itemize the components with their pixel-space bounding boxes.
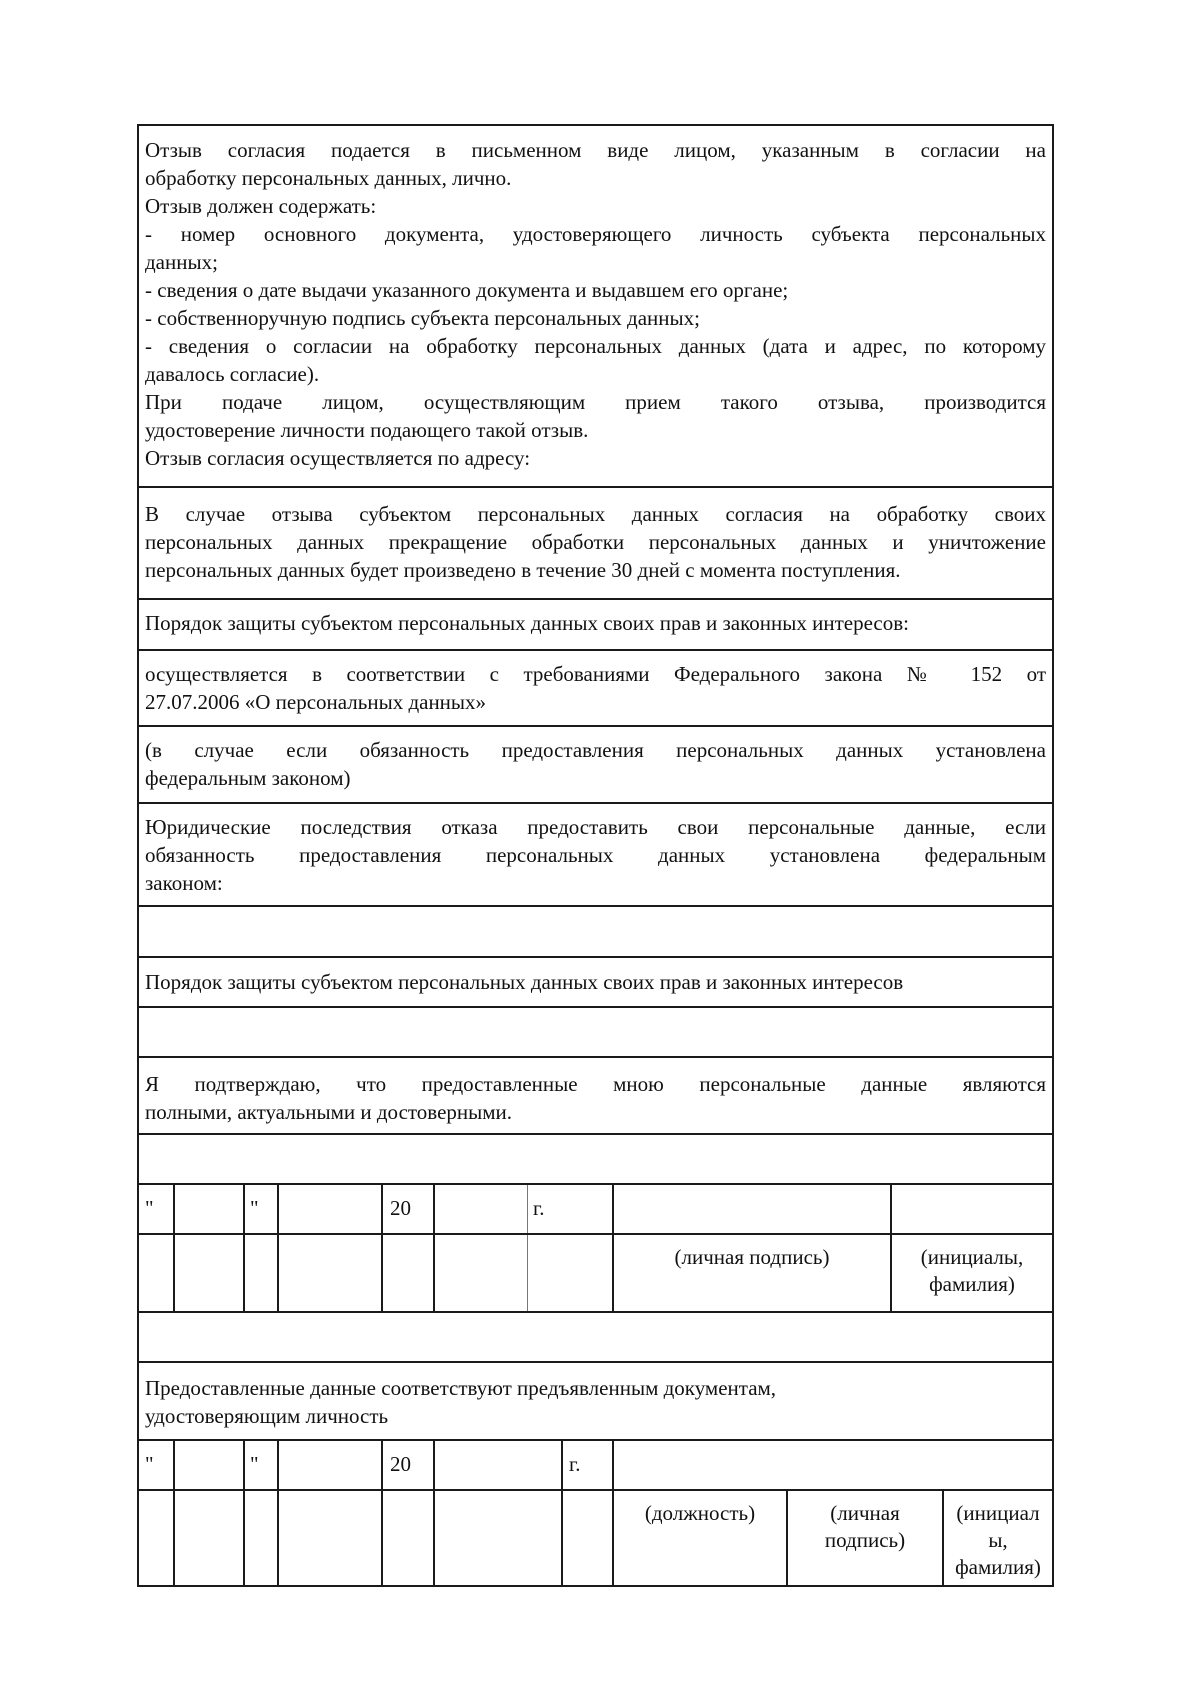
date-row <box>139 1183 1052 1233</box>
consent-withdrawal-form <box>137 124 1054 1587</box>
year-suffix-cell <box>527 1185 612 1233</box>
position-caption-cell <box>612 1491 786 1585</box>
text-line: Отзыв согласия подается в письменном виде лицом, указанным в согласии на <box>145 138 1046 162</box>
year-prefix: 20 <box>390 1196 411 1220</box>
personal-signature-caption: (личная подпись) <box>674 1245 830 1269</box>
quote-close: " <box>250 1452 259 1476</box>
blank-cell <box>173 1235 243 1311</box>
text-line: персональных данных будет произведено в течение 30 дней с момента поступления. <box>145 558 901 582</box>
year-prefix-cell <box>381 1185 433 1233</box>
blank-cell <box>139 1235 173 1311</box>
year-prefix-cell <box>381 1441 433 1489</box>
signature-field[interactable] <box>612 1185 890 1233</box>
termination-section <box>139 486 1052 598</box>
initials-caption-line: фамилия) <box>929 1272 1015 1296</box>
quote-close-cell <box>243 1185 277 1233</box>
signature-caption-line: (личная <box>830 1501 900 1525</box>
blank-cell <box>433 1235 527 1311</box>
text-line: (в случае если обязанность предоставления персональных данных установлена <box>145 738 1046 762</box>
quote-close-cell <box>243 1441 277 1489</box>
text-line: Юридические последствия отказа предоставить свои персональные данные, если <box>145 815 1046 839</box>
month-field[interactable] <box>277 1185 381 1233</box>
year-suffix-cell <box>561 1441 612 1489</box>
quote-open: " <box>145 1452 154 1476</box>
initials-field[interactable] <box>890 1185 1052 1233</box>
withdrawal-text <box>145 136 1046 472</box>
verified-section <box>139 1361 1052 1439</box>
consequences-section <box>139 802 1052 905</box>
text-line: персональных данных прекращение обработки персональных данных и уничтожение <box>145 530 1046 554</box>
verified-text <box>145 1374 1046 1430</box>
text-line: данных; <box>145 250 218 274</box>
blank-cell <box>139 1491 173 1585</box>
empty-row <box>139 1311 1052 1361</box>
consequences-text <box>145 813 1046 897</box>
blank-cell <box>277 1491 381 1585</box>
text-line: удостоверение личности подающего такой отзыв. <box>145 418 589 442</box>
blank-cell <box>243 1235 277 1311</box>
year-prefix: 20 <box>390 1452 411 1476</box>
protection-title-section <box>139 598 1052 649</box>
empty-row <box>139 905 1052 956</box>
initials-caption-line: (инициал <box>956 1501 1040 1525</box>
text-line: осуществляется в соответствии с требованиями Федерального закона № 152 от <box>145 662 1046 686</box>
text-line: федеральным законом) <box>145 766 351 790</box>
initials-caption-cell <box>890 1235 1052 1311</box>
confirm-section <box>139 1056 1052 1133</box>
blank-cell <box>527 1235 612 1311</box>
federal-case-section <box>139 725 1052 802</box>
initials-caption-cell <box>942 1491 1052 1585</box>
text-line: - номер основного документа, удостоверяющего личность субъекта персональных <box>145 222 1046 246</box>
text-line: обработку персональных данных, лично. <box>145 166 512 190</box>
blank-cell <box>561 1491 612 1585</box>
quote-open-cell <box>139 1185 173 1233</box>
text-line: 27.07.2006 «О персональных данных» <box>145 690 487 714</box>
text-line: полными, актуальными и достоверными. <box>145 1100 513 1124</box>
text-line: Отзыв должен содержать: <box>145 194 377 218</box>
text-line: - сведения о дате выдачи указанного документа и выдавшем его органе; <box>145 278 789 302</box>
text-line: Отзыв согласия осуществляется по адресу: <box>145 446 531 470</box>
protection-title2-section <box>139 956 1052 1006</box>
text-line: В случае отзыва субъектом персональных данных согласия на обработку своих <box>145 502 1046 526</box>
year-suffix: г. <box>533 1196 545 1220</box>
blank-cell <box>381 1235 433 1311</box>
law-section <box>139 649 1052 725</box>
initials-caption-line: ы, <box>988 1528 1008 1552</box>
blank-cell <box>277 1235 381 1311</box>
text-line: - собственноручную подпись субъекта персональных данных; <box>145 306 700 330</box>
quote-close: " <box>250 1196 259 1220</box>
text-line: давалось согласие). <box>145 362 320 386</box>
confirm-text <box>145 1070 1046 1126</box>
signature-caption-line: подпись) <box>824 1528 906 1552</box>
text-line: При подаче лицом, осуществляющим прием такого отзыва, производится <box>145 390 1046 414</box>
blank-cell <box>381 1491 433 1585</box>
position-caption: (должность) <box>644 1501 756 1525</box>
empty-row <box>139 1006 1052 1056</box>
year-field[interactable] <box>433 1441 561 1489</box>
federal-case-text <box>145 736 1046 792</box>
quote-open-cell <box>139 1441 173 1489</box>
day-field[interactable] <box>173 1185 243 1233</box>
text-line: законом: <box>145 871 223 895</box>
initials-caption-line: (инициалы, <box>920 1245 1024 1269</box>
month-field[interactable] <box>277 1441 381 1489</box>
signature-caption-cell <box>786 1491 942 1585</box>
law-text <box>145 660 1046 716</box>
blank-cell <box>433 1491 561 1585</box>
text-line: Я подтверждаю, что предоставленные мною персональные данные являются <box>145 1072 1046 1096</box>
initials-caption-line: фамилия) <box>955 1555 1041 1579</box>
text-line: удостоверяющим личность <box>145 1404 389 1428</box>
withdrawal-section <box>139 126 1052 486</box>
empty-row <box>139 1133 1052 1183</box>
protection-title: Порядок защиты субъектом персональных данных своих прав и законных интересов: <box>145 611 909 635</box>
quote-open: " <box>145 1196 154 1220</box>
text-line: Предоставленные данные соответствуют предъявленным документам, <box>145 1376 777 1400</box>
blank-cell <box>243 1491 277 1585</box>
date-row-2 <box>139 1439 1052 1489</box>
text-line: обязанность предоставления персональных данных установлена федеральным <box>145 843 1046 867</box>
blank-cell <box>173 1491 243 1585</box>
text-line: - сведения о согласии на обработку персональных данных (дата и адрес, по которому <box>145 334 1046 358</box>
termination-text <box>145 500 1046 584</box>
year-field[interactable] <box>433 1185 527 1233</box>
signature-caption-row <box>139 1233 1052 1311</box>
personal-signature-caption-cell <box>612 1235 890 1311</box>
officer-field[interactable] <box>612 1441 1052 1489</box>
protection-title2: Порядок защиты субъектом персональных данных своих прав и законных интересов <box>145 970 904 994</box>
officer-caption-row <box>139 1489 1052 1585</box>
year-suffix: г. <box>569 1452 581 1476</box>
day-field[interactable] <box>173 1441 243 1489</box>
